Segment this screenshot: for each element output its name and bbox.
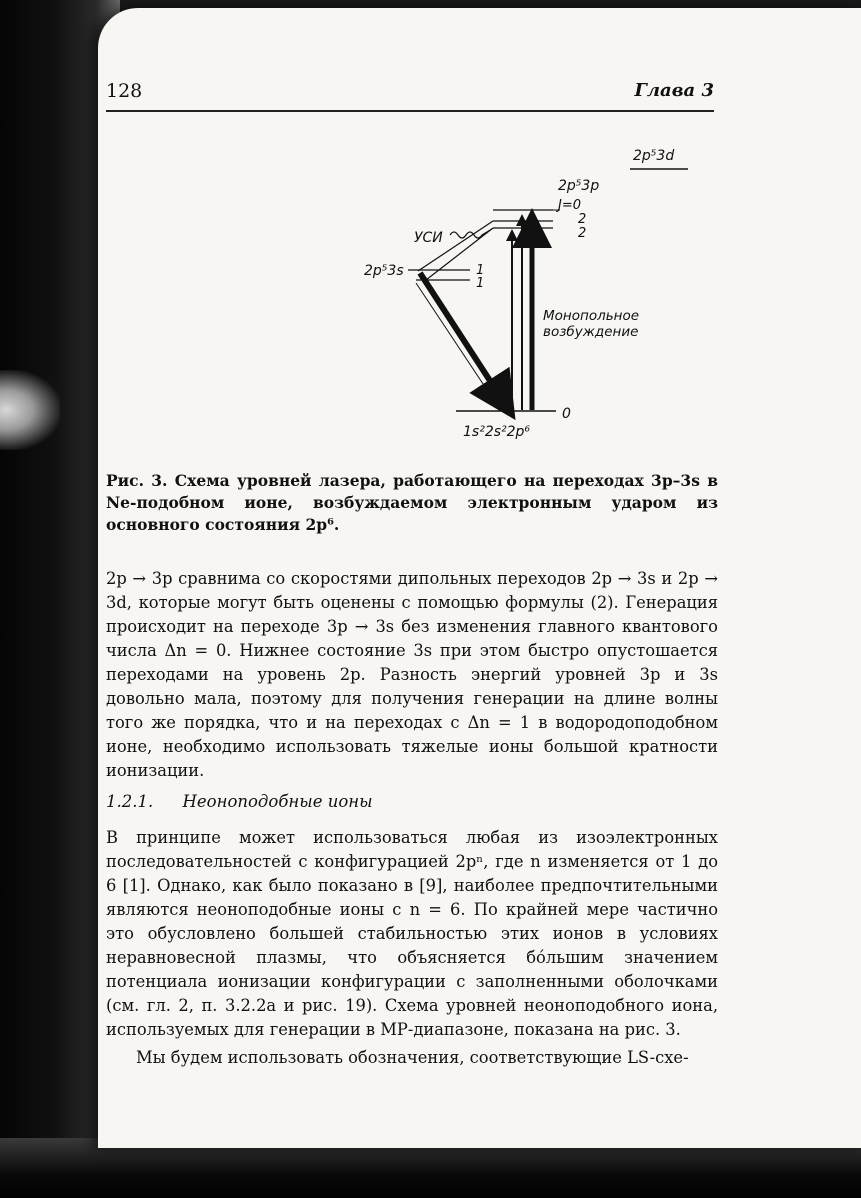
label-usi: УСИ <box>414 230 443 246</box>
section-title: Неоноподобные ионы <box>182 792 373 811</box>
label-3d: 2p⁵3d <box>633 148 675 164</box>
decay-thick <box>420 273 509 410</box>
page-number: 128 <box>106 80 143 102</box>
paragraph: В принципе может использоваться любая из изоэлектронных последовательностей с конфигурацией 2pⁿ, где n изменяется от 1 до 6 [1]. Однако, как было показано в [9], наиболее предпочтительными являются неоноподобные ионы с n = 6. По крайней мере частично это обусловлено большей стабильностью этих ионов в условиях неравновесной плазмы, что объясняется бо́льшим значением потенциала ионизации конфигурации с заполненными оболочками (см. гл. 2, п. 3.2.2а и рис. 19). Схема уровней неоноподобного иона, используемых для генерации в МР-диапазоне, показана на рис. 3. <box>106 828 718 1039</box>
diagram-svg <box>98 8 861 448</box>
label-j1b: 1 <box>476 276 485 291</box>
label-3p: 2p⁵3p <box>558 178 600 194</box>
label-j0: J=0 <box>558 198 581 213</box>
section-heading <box>106 792 373 811</box>
label-monopole-1: Монопольное <box>543 308 640 324</box>
section-number: 1.2.1. <box>106 792 154 811</box>
figure-number: Рис. 3. <box>106 471 168 490</box>
label-j2a: 2 <box>578 212 587 227</box>
chapter-title: Глава 3 <box>634 80 714 101</box>
label-j1a: 1 <box>476 263 485 278</box>
paragraph: Мы будем использовать обозначения, соответствующие LS-схе- <box>136 1048 689 1067</box>
scan-glare <box>0 370 60 450</box>
figure-caption <box>106 470 718 536</box>
energy-level-diagram <box>98 8 861 448</box>
paragraph: 2p → 3p сравнима со скоростями дипольных переходов 2p → 3s и 2p → 3d, которые могут быть оценены с помощью формулы (2). Генерация происходит на переходе 3p → 3s без изменения главного квантового числа Δn = 0. Нижнее состояние 3s при этом быстро опустошается переходами на уровень 2p. Разность энергий уровней 3p и 3s довольно мала, поэтому для получения генерации на длине волны того же порядка, что и на переходах с Δn = 1 в водородоподобном ионе, необходимо использовать тяжелые ионы большой кратности ионизации. <box>106 569 718 780</box>
label-3s: 2p⁵3s <box>364 263 404 279</box>
caption-text: Схема уровней лазера, работающего на переходах 3p–3s в Ne-подобном ионе, возбуждаемом электронным ударом из основного состояния 2p⁶. <box>106 471 718 534</box>
label-ground-j: 0 <box>562 406 571 422</box>
label-monopole-2: возбуждение <box>543 324 639 340</box>
decay-thin <box>416 283 501 411</box>
label-ground: 1s²2s²2p⁶ <box>463 424 531 440</box>
label-j2b: 2 <box>578 226 587 241</box>
